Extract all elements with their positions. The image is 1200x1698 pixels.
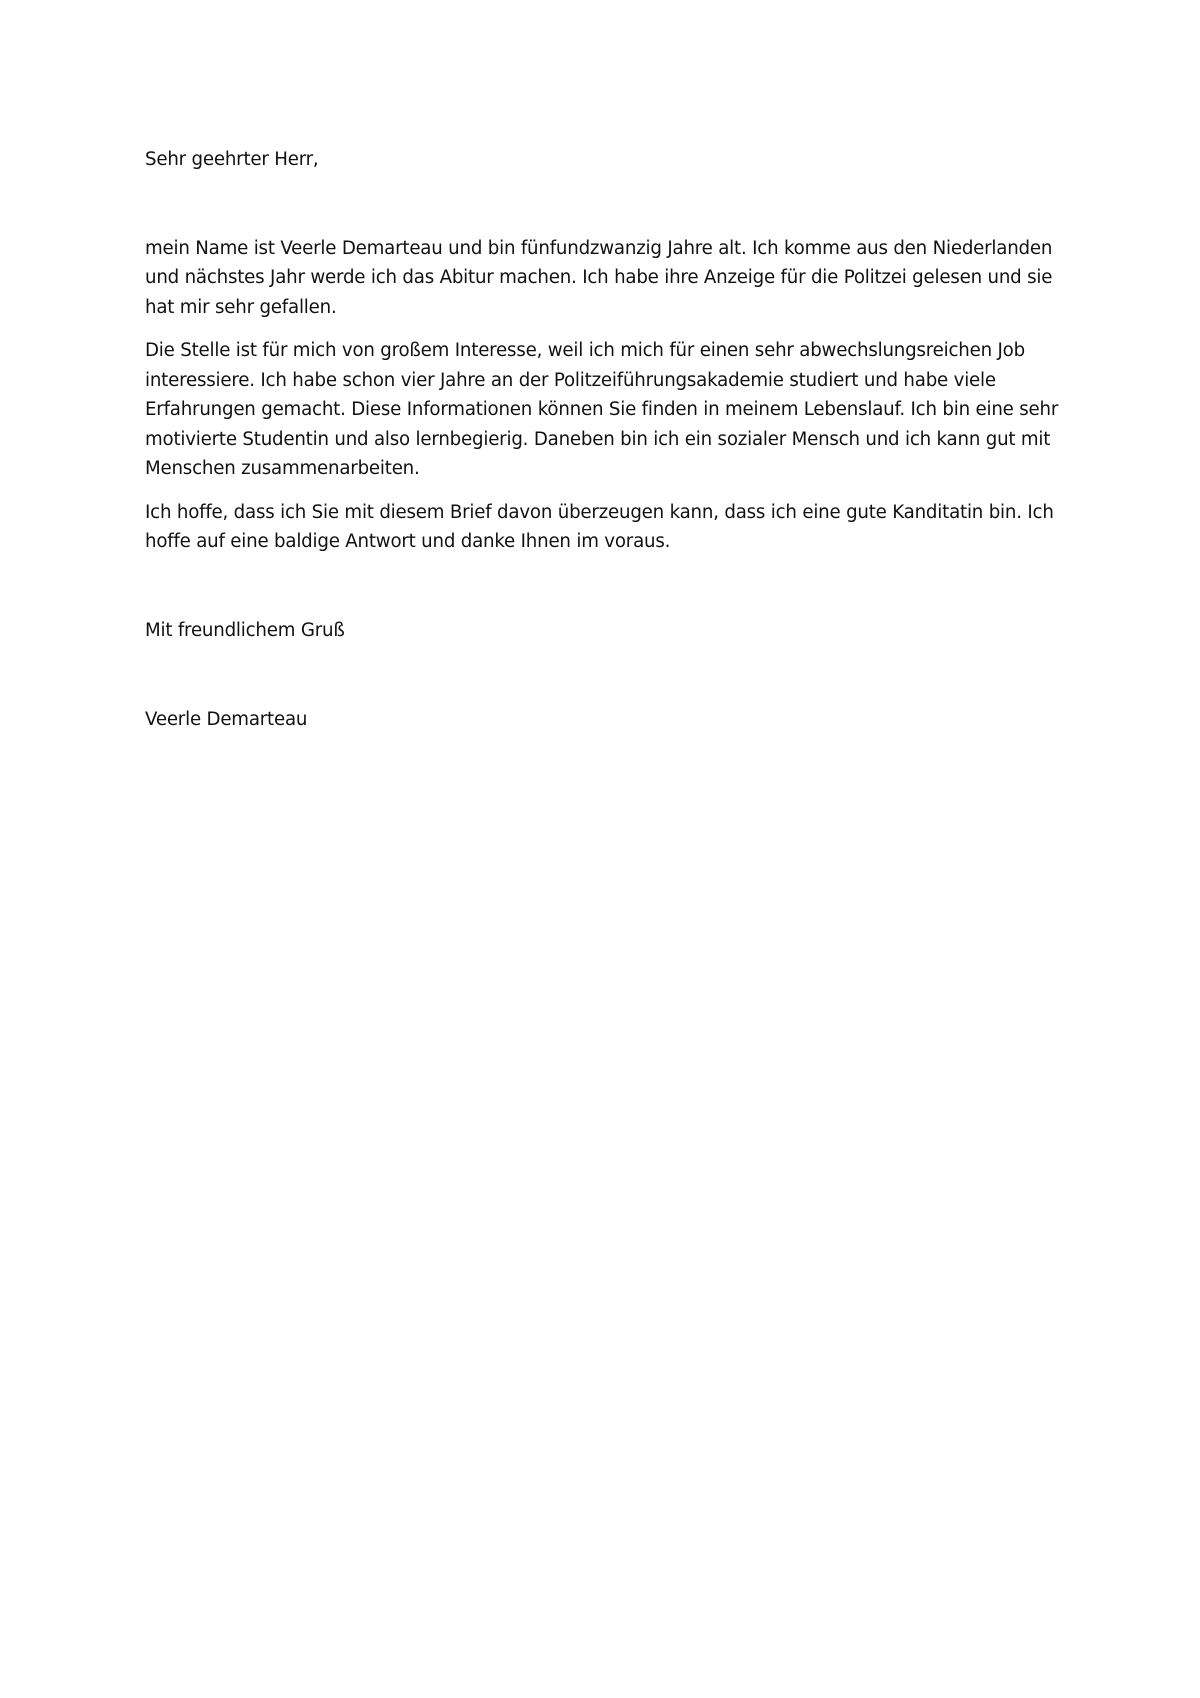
paragraph-conclusion: Ich hoffe, dass ich Sie mit diesem Brief davon überzeugen kann, dass ich eine gute Kanditatin bin. Ich hoffe auf eine baldige Antwort und danke Ihnen im voraus. [145,501,1054,552]
signature-name: Veerle Demarteau [145,709,308,730]
salutation: Sehr geehrter Herr, [145,149,319,170]
paragraph-motivation: Die Stelle ist für mich von großem Interesse, weil ich mich für einen sehr abwechslungsreichen Job interessiere. Ich habe schon vier Jahre an der Politzeiführungsakademie studiert und habe viele Erfahrungen gemacht. Diese Informationen können Sie finden in meinem Lebenslauf. Ich bin eine sehr motivierte Studentin und also lernbegierig. Daneben bin ich ein sozialer Mensch und ich kann gut mit Menschen zusammenarbeiten. [145,340,1059,479]
closing: Mit freundlichem Gruß [145,619,345,641]
paragraph-introduction: mein Name ist Veerle Demarteau und bin fünfundzwanzig Jahre alt. Ich komme aus den Niederlanden und nächstes Jahr werde ich das Abitur machen. Ich habe ihre Anzeige für die Politzei gelesen und sie hat mir sehr gefallen. [145,237,1053,318]
letter-body [145,145,1075,735]
